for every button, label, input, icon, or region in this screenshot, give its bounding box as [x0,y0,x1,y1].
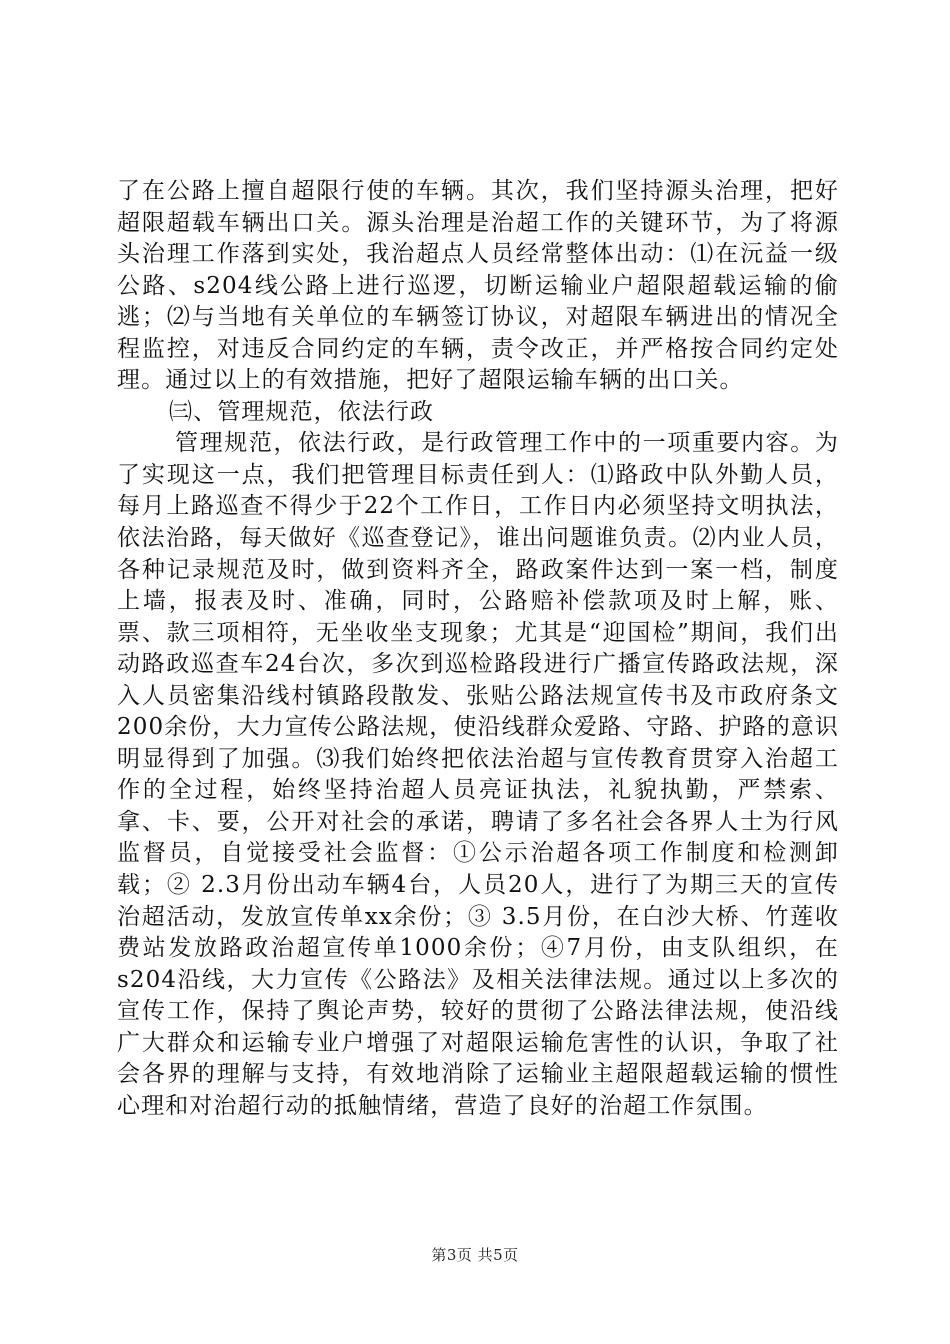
page-number-footer: 第3页 共5页 [431,1246,519,1264]
section-heading: ㈢、管理规范，依法行政 [169,398,435,425]
paragraph-continuation: 了在公路上擅自超限行使的车辆。其次，我们坚持源头治理，把好超限超载车辆出口关。源头治理是治超工作的关键环节，为了将源头治理工作落到实处，我治超点人员经常整体出动：⑴在沅益一级公路、s204线公路上进行巡逻，切断运输业户超限超载运输的偷逃；⑵与当地有关单位的车辆签订协议，对超限车辆进出的情况全程监控，对违反合同约定的车辆，责令改正，并严格按合同约定处理。通过以上的有效措施，把好了超限运输车辆的出口关。 [117,178,839,394]
document-body [117,176,839,1122]
paragraph-management: 管理规范，依法行政，是行政管理工作中的一项重要内容。为了实现这一点，我们把管理目标责任到人：⑴路政中队外勤人员，每月上路巡查不得少于22个工作日，工作日内必须坚持文明执法，依法治路，每天做好《巡查登记》，谁出问题谁负责。⑵内业人员，各种记录规范及时，做到资料齐全，路政案件达到一案一档，制度上墙，报表及时、准确，同时，公路赔补偿款项及时上解，账、票、款三项相符，无坐收坐支现象；尤其是“迎国检”期间，我们出动路政巡查车24台次，多次到巡检路段进行广播宣传路政法规，深入人员密集沿线村镇路段散发、张贴公路法规宣传书及市政府条文200余份，大力宣传公路法规，使沿线群众爱路、守路、护路的意识明显得到了加强。⑶我们始终把依法治超与宣传教育贯穿入治超工作的全过程，始终坚持治超人员亮证执法，礼貌执勤，严禁索、拿、卡、要，公开对社会的承诺，聘请了多名社会各界人士为行风监督员，自觉接受社会监督：①公示治超各项工作制度和检测卸载；② 2.3月份出动车辆4台，人员20人，进行了为期三天的宣传治超活动，发放宣传单xx余份；③ 3.5月份，在白沙大桥、竹莲收费站发放路政治超宣传单1000余份；④7月份，由支队组织，在s204沿线，大力宣传《公路法》及相关法律法规。通过以上多次的宣传工作，保持了舆论声势，较好的贯彻了公路法律法规，使沿线广大群众和运输专业户增强了对超限运输危害性的认识，争取了社会各界的理解与支持，有效地消除了运输业主超限超载运输的惯性心理和对治超行动的抵触情绪，营造了良好的治超工作氛围。 [117,430,839,1119]
